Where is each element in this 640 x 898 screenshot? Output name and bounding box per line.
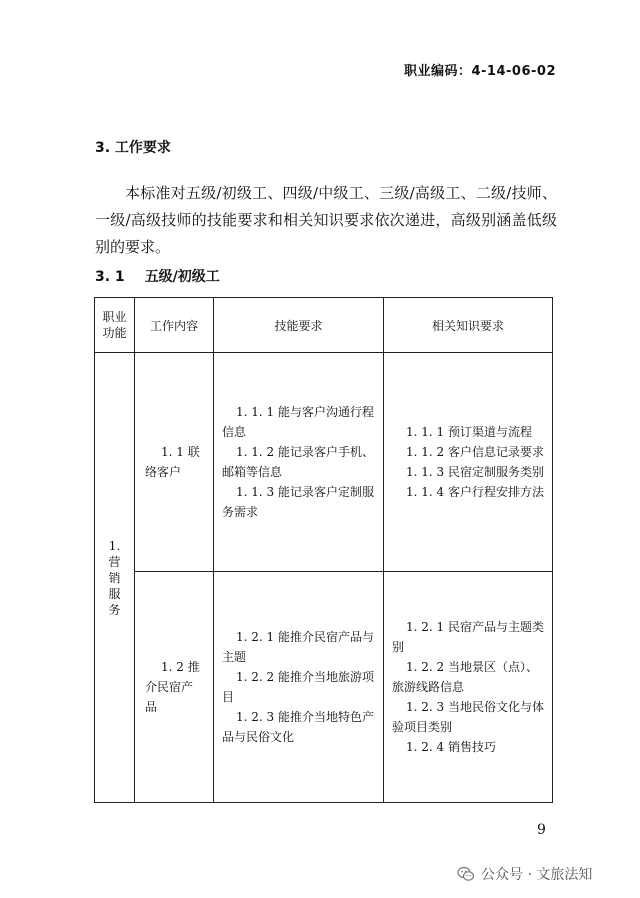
subsection-label: 五级/初级工 xyxy=(144,269,220,285)
subsection-title xyxy=(95,266,220,286)
subsection-number: 3. 1 xyxy=(95,269,125,285)
header-skills: 技能要求 xyxy=(214,298,384,353)
skill-item: 1. 1. 3 能记录客户定制服务需求 xyxy=(222,485,374,519)
watermark xyxy=(457,864,592,884)
section-title: 3. 工作要求 xyxy=(95,140,171,156)
table-row xyxy=(95,572,553,803)
knowledge-item: 1. 1. 1 预订渠道与流程 xyxy=(406,425,532,439)
header-knowledge: 相关知识要求 xyxy=(384,298,553,353)
content-cell xyxy=(135,572,214,803)
knowledge-item: 1. 1. 4 客户行程安排方法 xyxy=(406,485,544,499)
job-code: 职业编码：4-14-06-02 xyxy=(403,64,556,79)
page-number: 9 xyxy=(537,822,546,838)
skills-cell xyxy=(214,572,384,803)
skill-item: 1. 2. 2 能推介当地旅游项目 xyxy=(222,670,374,704)
function-label: 1. 营销服务 xyxy=(108,538,121,617)
knowledge-cell xyxy=(384,572,553,803)
header-content: 工作内容 xyxy=(135,298,214,353)
skill-item: 1. 2. 1 能推介民宿产品与主题 xyxy=(222,630,374,664)
content-cell xyxy=(135,353,214,572)
wechat-icon xyxy=(457,865,475,883)
knowledge-item: 1. 2. 1 民宿产品与主题类别 xyxy=(392,620,544,654)
requirements-table xyxy=(94,297,553,803)
knowledge-item: 1. 2. 3 当地民俗文化与体验项目类别 xyxy=(392,700,544,734)
function-cell xyxy=(95,353,135,803)
header-function: 职业功能 xyxy=(95,298,135,353)
skill-item: 1. 1. 1 能与客户沟通行程信息 xyxy=(222,405,374,439)
knowledge-item: 1. 1. 2 客户信息记录要求 xyxy=(406,445,544,459)
knowledge-cell xyxy=(384,353,553,572)
watermark-text: 公众号 · 文旅法知 xyxy=(481,867,593,883)
skill-item: 1. 2. 3 能推介当地特色产品与民俗文化 xyxy=(222,710,374,744)
knowledge-item: 1. 1. 3 民宿定制服务类别 xyxy=(406,465,544,479)
table-row xyxy=(95,353,553,572)
content-label: 1. 2 推介民宿产品 xyxy=(145,660,200,714)
content-label: 1. 1 联络客户 xyxy=(145,445,200,479)
knowledge-item: 1. 2. 4 销售技巧 xyxy=(406,740,496,754)
skills-cell xyxy=(214,353,384,572)
knowledge-item: 1. 2. 2 当地景区（点）、旅游线路信息 xyxy=(392,660,538,694)
skill-item: 1. 1. 2 能记录客户手机、邮箱等信息 xyxy=(222,445,374,479)
section-paragraph: 本标准对五级/初级工、四级/中级工、三级/高级工、二级/技师、一级/高级技师的技能要求和相关知识要求依次递进，高级别涵盖低级别的要求。 xyxy=(95,184,557,256)
table-header-row xyxy=(95,298,553,353)
